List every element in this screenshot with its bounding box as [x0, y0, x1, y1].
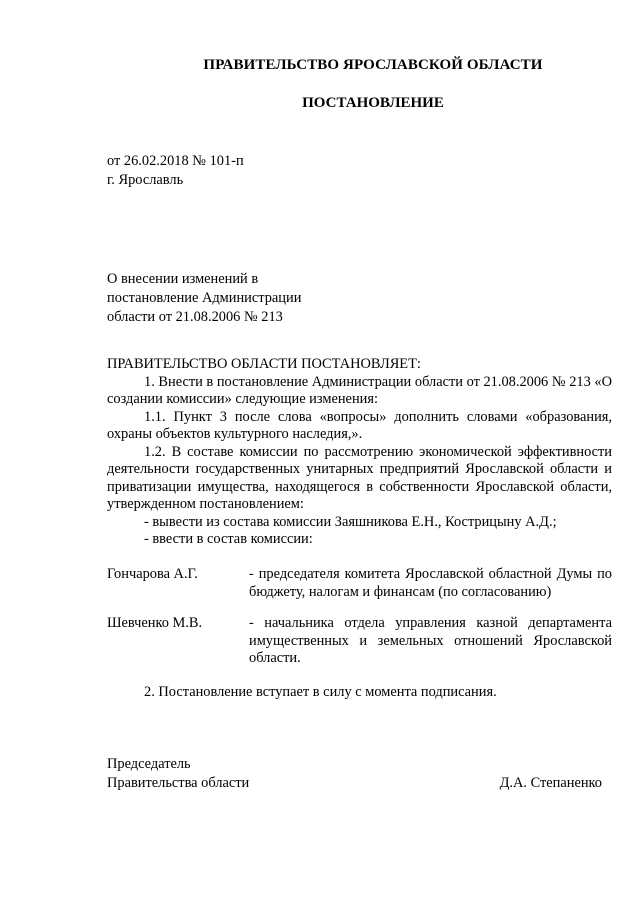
document-page	[107, 0, 612, 905]
member-description: - начальника отдела управления казной департамента имущественных и земельных отношений Ярославской области.	[249, 615, 612, 666]
signatory-name: Д.А. Степаненко	[499, 775, 602, 791]
member-row	[107, 615, 612, 668]
subject-line-3: области от 21.08.2006 № 213	[107, 309, 283, 325]
member-name: Гончарова А.Г.	[107, 566, 198, 582]
document-meta	[107, 152, 244, 190]
signatory-title-2: Правительства области	[107, 775, 250, 791]
item-1-2: 1.2. В составе комиссии по рассмотрению экономической эффективности деятельности государственных унитарных предприятий Ярославской области и приватизации имущества, находящегося в собственности Ярославской области, утвержденном постановлением:	[107, 443, 612, 512]
document-subject	[107, 270, 301, 327]
member-row	[107, 566, 612, 601]
subject-line-1: О внесении изменений в	[107, 271, 259, 287]
subject-line-2: постановление Администрации	[107, 290, 302, 306]
city: г. Ярославль	[107, 172, 184, 188]
document-type: ПОСТАНОВЛЕНИЕ	[302, 95, 444, 111]
signature-row	[107, 774, 602, 793]
add-members: - ввести в состав комиссии:	[144, 531, 313, 547]
item-1-1: 1.1. Пункт 3 после слова «вопросы» дополнить словами «образования, охраны объектов культурного наследия,».	[107, 408, 612, 442]
signature-block	[107, 755, 602, 793]
item-2: 2. Постановление вступает в силу с момента подписания.	[144, 684, 497, 700]
decree-statement: ПРАВИТЕЛЬСТВО ОБЛАСТИ ПОСТАНОВЛЯЕТ:	[107, 356, 421, 372]
item-1: 1. Внести в постановление Администрации области от 21.08.2006 № 213 «О создании комиссии» следующие изменения:	[107, 373, 612, 407]
member-name: Шевченко М.В.	[107, 615, 203, 631]
member-description: - председателя комитета Ярославской областной Думы по бюджету, налогам и финансам (по согласованию)	[249, 566, 612, 600]
document-body	[107, 356, 612, 549]
date-number: от 26.02.2018 № 101-п	[107, 153, 244, 169]
signatory-title-1: Председатель	[107, 756, 191, 772]
member-list	[107, 566, 612, 682]
government-title: ПРАВИТЕЛЬСТВО ЯРОСЛАВСКОЙ ОБЛАСТИ	[203, 57, 543, 73]
remove-members: - вывести из состава комиссии Заяшникова Е.Н., Кострицыну А.Д.;	[144, 513, 557, 530]
